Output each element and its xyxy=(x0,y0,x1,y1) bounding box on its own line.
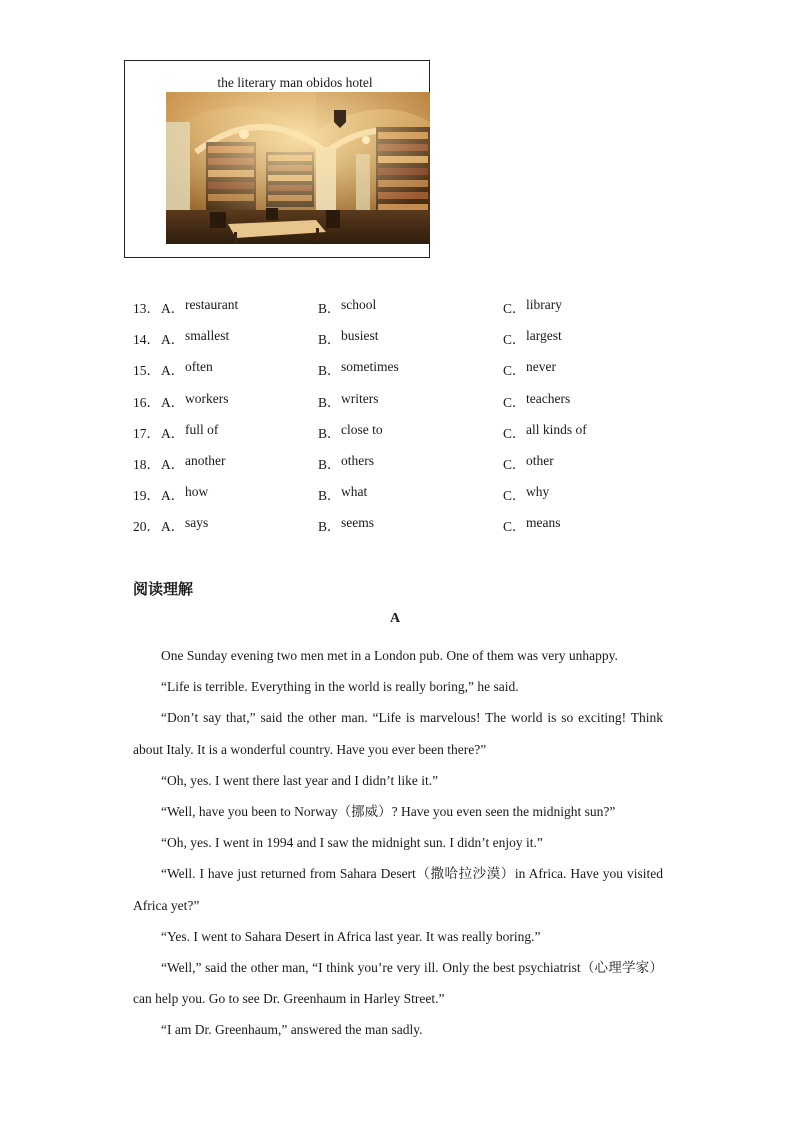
option-b-letter: B． xyxy=(318,332,341,348)
option-row-14 xyxy=(133,328,693,359)
passage-paragraph: “Well, have you been to Norway（挪威）? Have you even seen the midnight sun?” xyxy=(161,804,616,820)
option-a-letter: A． xyxy=(161,332,185,348)
option-b-text: what xyxy=(341,484,368,500)
option-c-letter: C． xyxy=(503,519,526,535)
option-a-letter: A． xyxy=(161,301,185,316)
option-a-text: full of xyxy=(185,421,219,437)
option-a-text: how xyxy=(185,484,209,500)
option-b-letter: B． xyxy=(318,519,341,535)
passage-paragraph: One Sunday evening two men met in a London pub. One of them was very unhappy. xyxy=(161,648,618,663)
option-row-17 xyxy=(133,422,693,453)
option-b-text: busiest xyxy=(341,328,379,344)
question-number: 19． xyxy=(133,488,160,504)
answer-options-list xyxy=(133,297,693,547)
option-a-text: another xyxy=(185,452,226,468)
passage-paragraph: “Well,” said the other man, “I think you’re very ill. Only the best psychiatrist（心理学家）can help you. Go to see Dr. Greenhaum in Harley Street.” xyxy=(133,960,663,1007)
option-c-letter: C． xyxy=(503,425,526,441)
passage-paragraph: “Oh, yes. I went there last year and I didn’t like it.” xyxy=(161,772,439,788)
option-b-text: school xyxy=(341,297,377,312)
option-c-text: never xyxy=(526,359,556,375)
reading-passage xyxy=(133,640,663,1046)
question-number: 17． xyxy=(133,425,160,441)
option-c-text: teachers xyxy=(526,390,571,406)
passage-paragraph: “Yes. I went to Sahara Desert in Africa last year. It was really boring.” xyxy=(161,928,541,944)
option-a-letter: A． xyxy=(161,519,185,535)
question-number: 18． xyxy=(133,456,160,472)
option-a-letter: A． xyxy=(161,394,185,410)
option-b-text: seems xyxy=(341,515,374,531)
option-b-letter: B． xyxy=(318,456,341,472)
option-a-letter: A． xyxy=(161,425,185,441)
option-row-20 xyxy=(133,515,693,546)
option-b-letter: B． xyxy=(318,394,341,410)
passage-paragraph: “Well. I have just returned from Sahara Desert（撒哈拉沙漠）in Africa. Have you visited Africa yet?” xyxy=(133,866,663,913)
option-c-letter: C． xyxy=(503,394,526,410)
option-c-text: means xyxy=(526,515,561,531)
option-row-13 xyxy=(133,297,693,328)
option-a-text: often xyxy=(185,359,213,375)
figure-frame xyxy=(124,60,430,258)
option-row-15 xyxy=(133,359,693,390)
option-b-letter: B． xyxy=(318,363,341,379)
option-b-text: others xyxy=(341,452,374,468)
option-c-text: other xyxy=(526,452,554,468)
option-b-letter: B． xyxy=(318,425,341,441)
option-b-text: close to xyxy=(341,421,383,437)
option-a-letter: A． xyxy=(161,488,185,504)
option-c-text: library xyxy=(526,297,562,312)
option-c-text: why xyxy=(526,484,550,500)
passage-label: A xyxy=(390,611,401,626)
option-a-text: workers xyxy=(185,390,229,406)
option-row-18 xyxy=(133,453,693,484)
question-number: 20． xyxy=(133,519,160,535)
option-c-letter: C． xyxy=(503,363,526,379)
option-b-text: sometimes xyxy=(341,359,399,375)
passage-paragraph: “Don’t say that,” said the other man. “Life is marvelous! The world is so exciting! Think about Italy. It is a wonderful country. Have you ever been there?” xyxy=(133,710,663,757)
option-c-text: all kinds of xyxy=(526,421,587,437)
option-row-19 xyxy=(133,484,693,515)
section-title: 阅读理解 xyxy=(133,580,194,598)
library-hotel-photo xyxy=(166,92,430,244)
option-b-letter: B． xyxy=(318,488,341,504)
passage-paragraph: “Life is terrible. Everything in the world is really boring,” he said. xyxy=(161,679,519,695)
option-row-16 xyxy=(133,391,693,422)
question-number: 15． xyxy=(133,363,160,379)
question-number: 16． xyxy=(133,394,160,410)
option-a-text: smallest xyxy=(185,328,230,344)
option-a-letter: A． xyxy=(161,363,185,379)
option-c-letter: C． xyxy=(503,488,526,504)
option-c-letter: C． xyxy=(503,301,526,316)
question-number: 14． xyxy=(133,332,160,348)
option-b-letter: B． xyxy=(318,301,341,316)
figure-caption: the literary man obidos hotel xyxy=(217,75,373,90)
option-c-text: largest xyxy=(526,328,562,344)
option-b-text: writers xyxy=(341,390,379,406)
option-c-letter: C． xyxy=(503,332,526,348)
option-a-letter: A． xyxy=(161,456,185,472)
question-number: 13． xyxy=(133,301,160,316)
option-c-letter: C． xyxy=(503,456,526,472)
passage-paragraph: “I am Dr. Greenhaum,” answered the man sadly. xyxy=(161,1022,423,1038)
passage-paragraph: “Oh, yes. I went in 1994 and I saw the midnight sun. I didn’t enjoy it.” xyxy=(161,835,543,851)
option-a-text: restaurant xyxy=(185,297,239,312)
option-a-text: says xyxy=(185,515,209,531)
